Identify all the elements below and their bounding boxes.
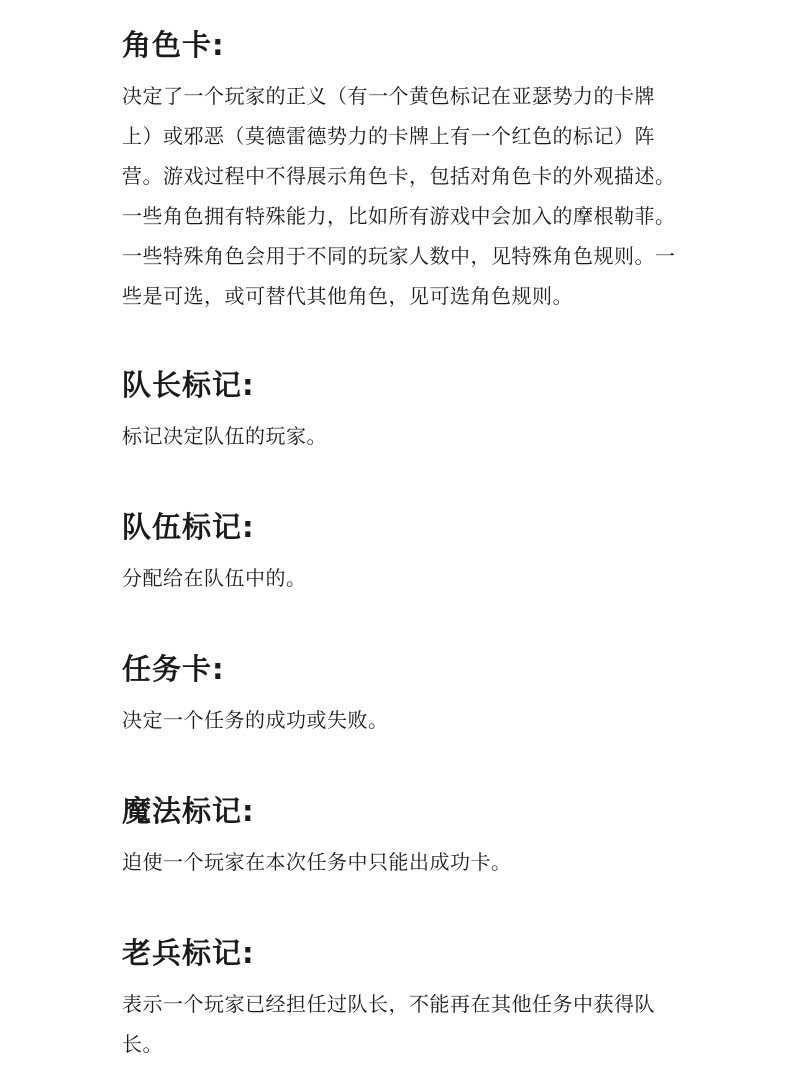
- section-quest-card: [122, 646, 682, 740]
- section-body: 表示一个玩家已经担任过队长，不能再在其他任务中获得队长。: [122, 992, 655, 1056]
- section-leader-token: [122, 362, 682, 456]
- section-veteran-token: [122, 930, 682, 1064]
- section-body: 决定一个任务的成功或失败。: [122, 708, 389, 732]
- section-body: 决定了一个玩家的正义（有一个黄色标记在亚瑟势力的卡牌上）或邪恶（莫德雷德势力的卡牌上有一个红色的标记）阵营。游戏过程中不得展示角色卡，包括对角色卡的外观描述。一些角色拥有特殊能力，比如所有游戏中会加入的摩根勒菲。一些特殊角色会用于不同的玩家人数中，见特殊角色规则。一些是可选，或可替代其他角色，见可选角色规则。: [122, 84, 676, 308]
- section-title: 角色卡:: [122, 28, 225, 62]
- section-title: 魔法标记:: [122, 794, 255, 828]
- section-body: 迫使一个玩家在本次任务中只能出成功卡。: [122, 850, 512, 874]
- section-title: 任务卡:: [122, 652, 225, 686]
- section-title: 老兵标记:: [122, 936, 255, 970]
- section-magic-token: [122, 788, 682, 882]
- section-body: 分配给在队伍中的。: [122, 566, 307, 590]
- section-body: 标记决定队伍的玩家。: [122, 424, 327, 448]
- section-title: 队长标记:: [122, 368, 255, 402]
- section-team-token: [122, 504, 682, 598]
- rules-document: [122, 22, 682, 1064]
- section-title: 队伍标记:: [122, 510, 255, 544]
- section-role-card: [122, 22, 682, 316]
